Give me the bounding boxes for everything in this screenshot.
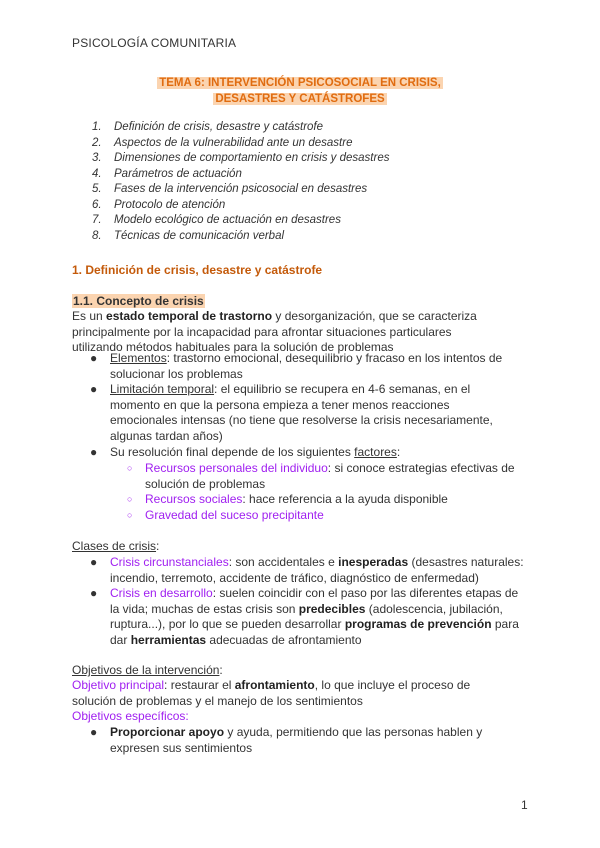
page-number: 1 (521, 798, 528, 812)
section-heading-1-1: 1.1. Concepto de crisis (73, 294, 204, 308)
bullet-crisis-desarrollo: ● Crisis en desarrollo: suelen coincidir con el paso por las diferentes etapas de la vida; muchas de estas crisis son predecibles (adolescencia, jubilación, ruptura...), por lo que se pueden desarrollar programas de prevención para dar herramientas adecuadas de afrontamiento (90, 586, 519, 647)
intro-paragraph: Es un estado temporal de trastorno y desorganización, que se caracteriza principalmente por la incapacidad para afrontar situaciones particulares utilizando métodos habituales para la solución de problemas (72, 309, 477, 354)
factor-recursos-personales: ○ Recursos personales del individuo: si conoce estrategias efectivas de solución de problemas (127, 461, 515, 491)
bullet-limitacion: ● Limitación temporal: el equilibrio se recupera en 4-6 semanas, en el momento en que la persona empieza a tener menos reacciones emocionales intensas (no tiene que resolverse la crisis necesariamente, algunas tardan años) (90, 382, 493, 443)
toc-item: 1. Definición de crisis, desastre y catástrofe (92, 121, 324, 133)
toc-list (92, 120, 389, 244)
section-heading-1: 1. Definición de crisis, desastre y catástrofe (72, 263, 323, 277)
toc-item: 7. Modelo ecológico de actuación en desastres (92, 214, 341, 226)
doc-title-line1: TEMA 6: INTERVENCIÓN PSICOSOCIAL EN CRISIS, (159, 77, 441, 89)
toc-item: 5. Fases de la intervención psicosocial en desastres (92, 183, 368, 195)
toc-item: 8. Técnicas de comunicación verbal (92, 229, 285, 242)
bullet-elementos: ● Elementos: trastorno emocional, desequilibrio y fracaso en los intentos de solucionar los problemas (90, 351, 503, 381)
clases-heading: Clases de crisis: (72, 539, 160, 553)
toc-item: 3. Dimensiones de comportamiento en crisis y desastres (92, 152, 390, 164)
factor-recursos-sociales: ○ Recursos sociales: hace referencia a la ayuda disponible (127, 492, 448, 506)
objetivos-heading: Objetivos de la intervención: (72, 663, 223, 677)
bullet-proporcionar-apoyo: ● Proporcionar apoyo y ayuda, permitiendo que las personas hablen y expresen sus sentimientos (90, 725, 483, 755)
objetivos-especificos: Objetivos específicos: (72, 709, 189, 723)
bullet-resolucion: ● Su resolución final depende de los siguientes factores: (90, 445, 401, 459)
toc-item: 2. Aspectos de la vulnerabilidad ante un desastre (92, 136, 353, 149)
objetivo-principal: Objetivo principal: restaurar el afrontamiento, lo que incluye el proceso de solución de problemas y el manejo de los sentimientos (72, 678, 471, 708)
toc-item: 4. Parámetros de actuación (92, 167, 242, 180)
factor-gravedad: ○ Gravedad del suceso precipitante (127, 508, 324, 522)
doc-title-line2: DESASTRES Y CATÁSTROFES (215, 93, 385, 105)
bullet-crisis-circunstanciales: ● Crisis circunstanciales: son accidentales e inesperadas (desastres naturales: incendio, terremoto, accidente de tráfico, diagnóstico de enfermedad) (90, 555, 524, 585)
toc-item: 6. Protocolo de atención (92, 198, 226, 211)
running-header: PSICOLOGÍA COMUNITARIA (72, 36, 237, 50)
